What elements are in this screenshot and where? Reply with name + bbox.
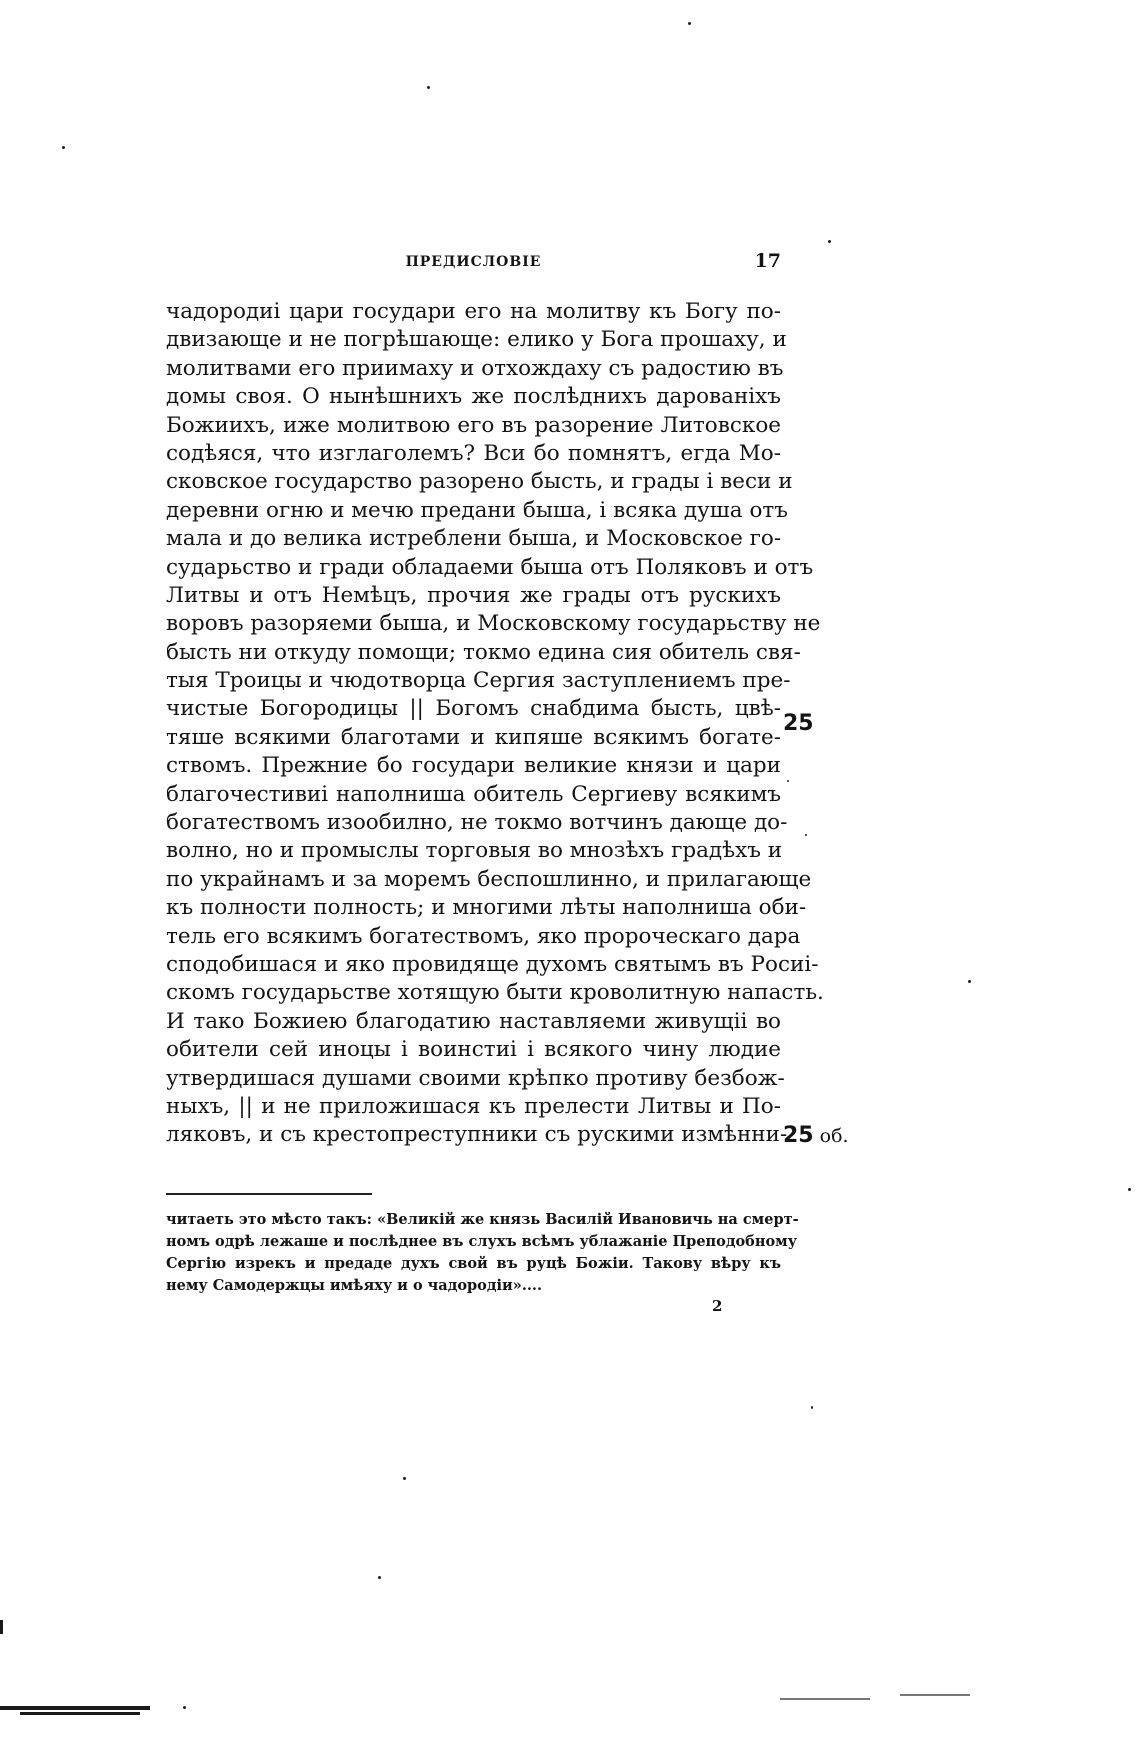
scan-speck bbox=[427, 86, 430, 89]
text-line: тыя Троицы и чюдотворца Сергия заступлениемъ пре- bbox=[166, 668, 791, 694]
text-line: сударьство и гради обладаеми быша отъ Поляковъ и отъ bbox=[166, 554, 814, 580]
text-line: обители сей иноцы і воинстиі і всякого чину людие bbox=[166, 1037, 781, 1063]
text-line: мала и до велика истреблени быша, и Московское го- bbox=[166, 526, 782, 552]
scan-speck bbox=[688, 22, 691, 25]
text-line: скомъ государьстве хотящую быти кроволитную напасть. bbox=[166, 980, 824, 1006]
text-line: утвердишася душами своими крѣпко противу безбож- bbox=[166, 1065, 785, 1091]
scan-speck bbox=[403, 1477, 406, 1480]
scan-speck bbox=[1128, 1188, 1131, 1191]
text-line: Божиихъ, иже молитвою его въ разорение Литовское bbox=[166, 412, 781, 438]
margin-folio-note bbox=[783, 710, 814, 738]
text-line: ствомъ. Прежние бо государи великие князи и цари bbox=[166, 753, 781, 779]
scan-smudge bbox=[780, 1698, 870, 1700]
scan-speck bbox=[805, 834, 807, 836]
scan-speck bbox=[811, 1406, 813, 1409]
scan-speck bbox=[62, 146, 65, 149]
running-title: ПРЕДИСЛОВІЕ bbox=[405, 254, 542, 270]
margin-folio-number: 25 bbox=[783, 711, 814, 736]
text-line: сподобишася и яко провидяще духомъ святымъ въ Росиі- bbox=[166, 951, 819, 977]
text-line: сковское государство разорено бысть, и грады і веси и bbox=[166, 469, 793, 495]
text-line: по украйнамъ и за моремъ беспошлинно, и прилагающе bbox=[166, 866, 812, 892]
scan-speck bbox=[828, 240, 831, 243]
footnote-separator bbox=[166, 1193, 372, 1195]
text-line: ляковъ, и съ крестопреступники съ рускими измѣнни- bbox=[166, 1122, 788, 1148]
margin-folio-number: 25 bbox=[783, 1123, 814, 1148]
scan-smudge bbox=[20, 1712, 140, 1715]
text-line: двизающе и не погрѣшающе: елико у Бога прошаху, и bbox=[166, 327, 787, 353]
footnote-line: Сергію изрекъ и предаде духъ свой въ руцѣ Божіи. Такову вѣру къ bbox=[166, 1255, 781, 1272]
scan-speck bbox=[968, 980, 971, 983]
text-line: благочестивиі наполниша обитель Сергиеву всякимъ bbox=[166, 781, 781, 807]
text-line: волно, но и промыслы торговыя во мнозѣхъ градѣхъ и bbox=[166, 838, 783, 864]
page-number: 17 bbox=[754, 250, 781, 272]
footnote-line: нему Самодержцы имѣяху и о чадородіи».... bbox=[166, 1277, 543, 1294]
text-line: чадородиі цари государи его на молитву къ Богу по- bbox=[166, 299, 781, 324]
margin-folio-suffix: об. bbox=[813, 1125, 849, 1147]
text-line: бысть ни откуду помощи; токмо едина сия обитель свя- bbox=[166, 639, 801, 665]
scan-speck bbox=[787, 780, 789, 782]
text-line: молитвами его приимаху и отхождаху съ радостию въ bbox=[166, 355, 784, 381]
footnote-line: читаеть это мѣсто такъ: «Великій же князь Василій Ивановичь на смерт- bbox=[166, 1211, 799, 1228]
text-line: Литвы и отъ Немѣцъ, прочия же грады отъ рускихъ bbox=[166, 582, 781, 608]
text-line: домы своя. О нынѣшнихъ же послѣднихъ дарованіхъ bbox=[166, 384, 781, 410]
text-line: тяше всякими благотами и кипяше всякимъ богате- bbox=[166, 724, 781, 750]
scan-speck bbox=[183, 1706, 186, 1709]
scan-smudge bbox=[900, 1694, 970, 1696]
scan-speck bbox=[378, 1576, 381, 1579]
running-head bbox=[166, 250, 781, 280]
text-line: воровъ разоряеми быша, и Московскому государьству не bbox=[166, 611, 821, 637]
text-line: чистые Богородицы || Богомъ снабдима бысть, цвѣ- bbox=[166, 696, 781, 722]
text-line: И тако Божиею благодатию наставляеми живущіі во bbox=[166, 1008, 781, 1034]
scan-smudge bbox=[0, 1706, 150, 1710]
text-line: деревни огню и мечю предани быша, і всяка душа отъ bbox=[166, 497, 788, 523]
text-line: тель его всякимъ богатествомъ, яко пророческаго дара bbox=[166, 923, 801, 949]
margin-folio-note bbox=[783, 1122, 849, 1150]
text-line: содѣяся, что изглаголемъ? Вси бо помнятъ, егда Мо- bbox=[166, 440, 781, 466]
footnotes bbox=[166, 1209, 799, 1297]
scan-smudge bbox=[0, 1620, 3, 1634]
text-line: ныхъ, || и не приложишася къ прелести Литвы и По- bbox=[166, 1093, 781, 1119]
footnote-line: номъ одрѣ лежаше и послѣднее въ слухъ всѣмъ ублажаніе Преподобному bbox=[166, 1233, 797, 1250]
text-line: богатествомъ изообилно, не токмо вотчинъ дающе до- bbox=[166, 810, 788, 836]
signature-mark: 2 bbox=[712, 1297, 723, 1315]
text-line: къ полности полность; и многими лѣты наполниша оби- bbox=[166, 895, 807, 921]
